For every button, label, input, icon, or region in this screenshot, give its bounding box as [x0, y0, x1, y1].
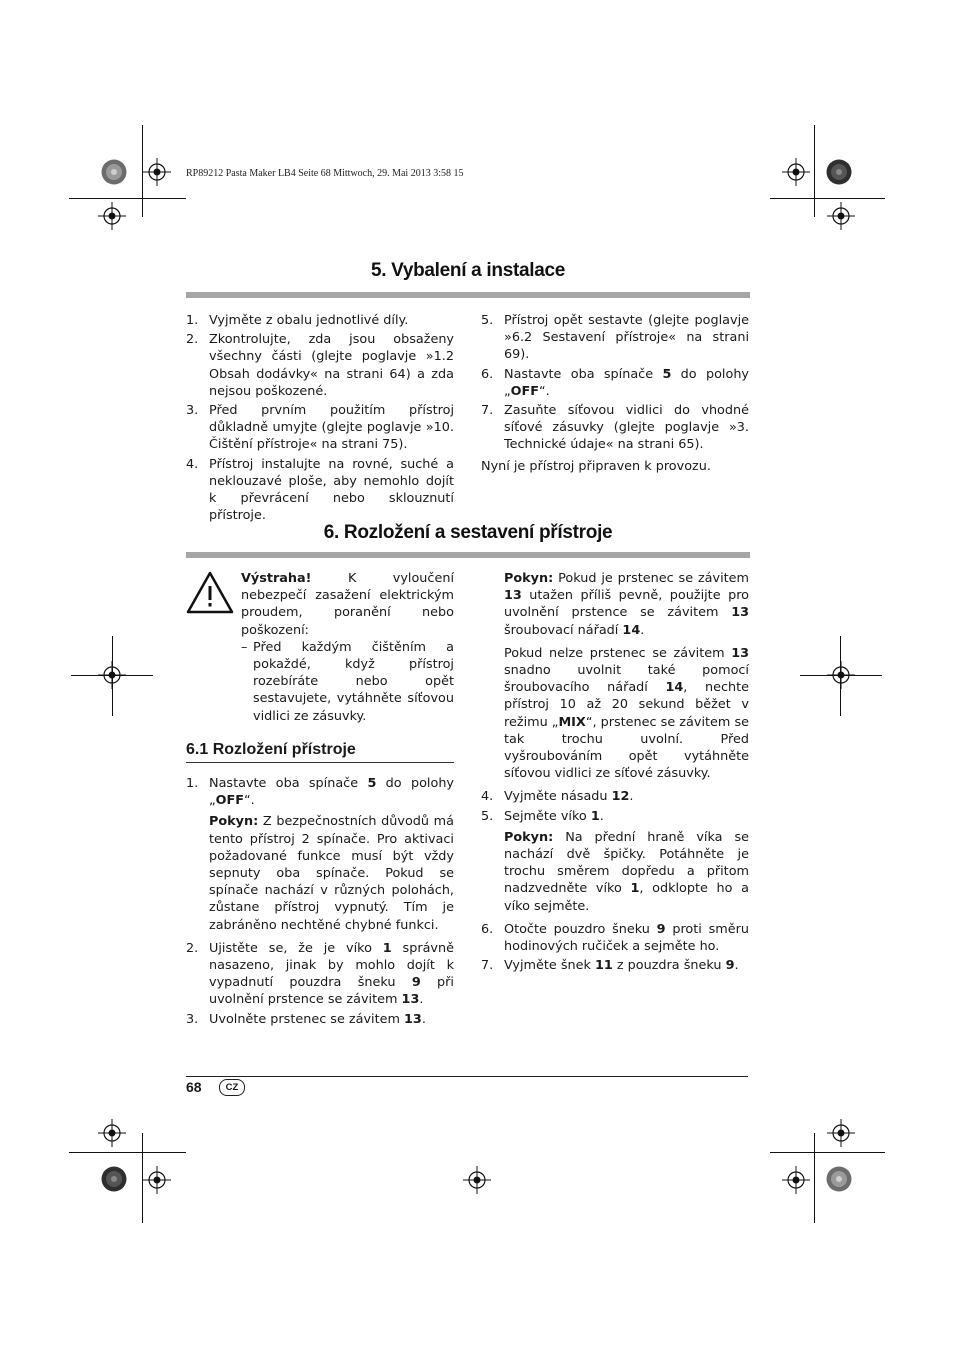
- registration-mark-icon: [143, 158, 171, 186]
- list-item: 4. Přístroj instalujte na rovné, suché a neklouzavé ploše, aby nemohlo dojít k převrácení nebo sklouznutí přístroje.: [186, 456, 454, 524]
- registration-mark-icon: [98, 661, 126, 689]
- list-item: 3. Uvolněte prstenec se závitem 13.: [186, 1011, 426, 1027]
- list-item: 1. Vyjměte z obalu jednotlivé díly.: [186, 313, 409, 328]
- list-item: 4. Vyjměte násadu 12.: [481, 789, 634, 805]
- warning-label: Výstraha!: [241, 571, 312, 586]
- list-item: 6. Otočte pouzdro šneku 9 proti směru hodinových ručiček a sejměte ho.: [481, 921, 749, 955]
- note: Pokyn: Na přední hraně víka se nachází dvě špičky. Potáhněte je trochu směrem dopředu a přitom nadzvedněte víko 1, odklopte ho a víko sejměte.: [504, 829, 749, 914]
- footer-rule: [186, 1076, 748, 1077]
- list-item: 5. Přístroj opět sestavte (glejte poglavje »6.2 Sestavení přístroje« na strani 69).: [481, 313, 749, 363]
- registration-mark-icon: [143, 1166, 171, 1194]
- page-number: 68: [186, 1079, 202, 1095]
- section5-bar: [186, 292, 750, 298]
- section5-right-column: [481, 312, 749, 481]
- language-badge: CZ: [219, 1079, 245, 1096]
- list-item: 7. Vyjměte šnek 11 z pouzdra šneku 9.: [481, 958, 739, 974]
- color-calibration-dial-icon: [826, 159, 852, 185]
- color-calibration-dial-icon: [826, 1166, 852, 1192]
- note: Pokyn: Z bezpečnostních důvodů má tento přístroj 2 spínače. Pro aktivaci požadované funkce musí být vždy sepnuty oba spínače. Pokud se spínače nachází v různých polohách, zůstane přístroj vypnutý. Tím je zabráněno nechtěné chybné funkci.: [209, 814, 454, 933]
- registration-mark-icon: [827, 661, 855, 689]
- section5-title: 5. Vybalení a instalace: [370, 260, 566, 281]
- list-item: 1. Nastavte oba spínače 5 do polohy „OFF“.: [186, 776, 455, 809]
- list-item: 7. Zasuňte síťovou vidlici do vhodné síťové zásuvky (glejte poglavje »3. Technické údaje« na strani 65).: [481, 403, 749, 453]
- section5-left-column: [186, 312, 454, 526]
- section6-left-column: [186, 570, 454, 1030]
- registration-mark-icon: [98, 1119, 126, 1147]
- registration-mark-icon: [827, 202, 855, 230]
- list-item: 2. Zkontrolujte, zda jsou obsaženy všechny části (glejte poglavje »1.2 Obsah dodávky« na strani 64) a zda nejsou poškozené.: [186, 332, 454, 399]
- subsection-title: 6.1 Rozložení přístroje: [186, 741, 454, 763]
- section6-title: 6. Rozložení a sestavení přístroje: [323, 522, 613, 543]
- warning-triangle-icon: [186, 570, 234, 614]
- list-item: 6. Nastavte oba spínače 5 do polohy „OFF“.: [481, 366, 750, 399]
- list-item: 2. Ujistěte se, že je víko 1 správně nasazeno, jinak by mohlo dojít k vypadnutí pouzdra šneku 9 při uvolnění prstence se závitem 13.: [186, 940, 454, 1008]
- registration-mark-icon: [98, 202, 126, 230]
- ready-text: Nyní je přístroj připraven k provozu.: [481, 458, 711, 474]
- list-item: 3. Před prvním použitím přístroj důkladně umyjte (glejte poglavje »10. Čištění přístroje« na strani 75).: [186, 403, 454, 453]
- print-header: RP89212 Pasta Maker LB4 Seite 68 Mittwoch, 29. Mai 2013 3:58 15: [186, 168, 464, 179]
- list-item: 5. Sejměte víko 1.: [481, 808, 604, 824]
- registration-mark-icon: [827, 1119, 855, 1147]
- section6-right-column: [481, 570, 749, 976]
- registration-mark-icon: [782, 158, 810, 186]
- registration-mark-icon: [463, 1166, 491, 1194]
- warning-block: Výstraha! K vyloučení nebezpečí zasažení elektrickým proudem, poranění nebo poškození: – Před každým čištěním a pokaždé, když přístroj rozebíráte nebo opět sestavujete, vytáhněte síťovou vidlici ze zásuvky.: [186, 570, 454, 725]
- note: Pokud nelze prstenec se závitem 13 snadno uvolnit také pomocí šroubovacího nářadí 14, nechte přístroj 10 až 20 sekund běžet v režimu „MIX“, prstenec se závitem se tak trochu uvolní. Před vyšroubováním opět vytáhněte síťovou vidlici ze síťové zásuvky.: [504, 645, 750, 782]
- color-calibration-dial-icon: [101, 159, 127, 185]
- color-calibration-dial-icon: [101, 1166, 127, 1192]
- registration-mark-icon: [782, 1166, 810, 1194]
- section6-bar: [186, 552, 750, 558]
- note: Pokyn: Pokud je prstenec se závitem 13 utažen příliš pevně, použijte pro uvolnění prstence se závitem 13 šroubovací nářadí 14.: [504, 571, 749, 638]
